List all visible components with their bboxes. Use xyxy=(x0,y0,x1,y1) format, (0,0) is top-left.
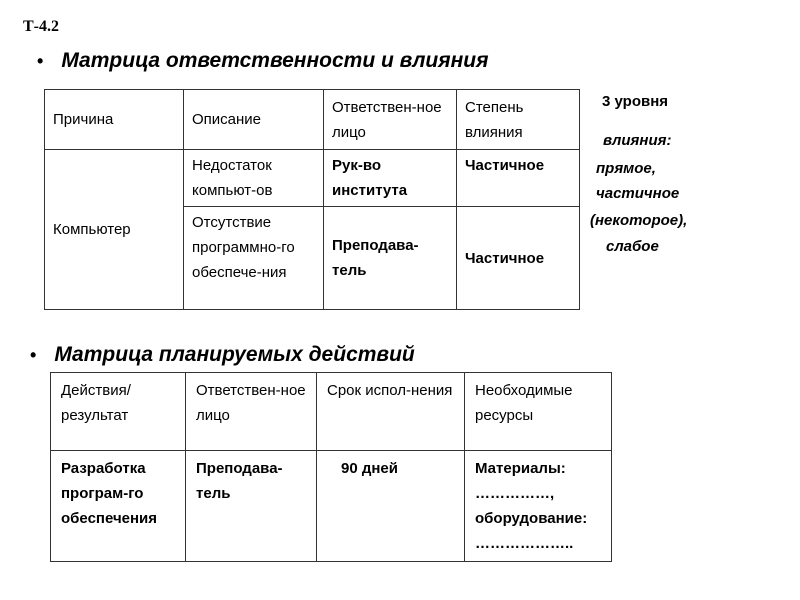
header-responsible: Ответствен-ное лицо xyxy=(324,90,457,150)
slide-code: Т-4.2 xyxy=(23,18,59,35)
note-weak: слабое xyxy=(606,238,659,255)
description-cell: Недостаток компьют-ов xyxy=(184,150,324,207)
note-direct: прямое, xyxy=(596,160,656,177)
note-some: (некоторое), xyxy=(590,212,688,229)
description-cell: Отсутствие программно-го обеспече-ния xyxy=(184,207,324,310)
table-header-row xyxy=(51,373,612,451)
resources-line: Материалы: xyxy=(475,460,566,477)
responsible-cell: Преподава-тель xyxy=(324,207,457,310)
heading-text: Матрица планируемых действий xyxy=(54,343,415,366)
resources-cell xyxy=(465,451,612,562)
header-responsible: Ответствен-ное лицо xyxy=(186,373,317,451)
resources-line: оборудование: xyxy=(475,510,588,527)
heading-planned-actions-matrix xyxy=(30,343,415,367)
influence-cell: Частичное xyxy=(457,207,580,310)
deadline-cell: 90 дней xyxy=(317,451,465,562)
note-partial: частичное xyxy=(596,185,680,202)
note-influence-label: влияния: xyxy=(603,132,672,149)
responsible-cell: Преподава-тель xyxy=(186,451,317,562)
heading-responsibility-matrix xyxy=(37,49,489,73)
bullet-icon: • xyxy=(37,51,44,71)
cause-cell: Компьютер xyxy=(45,150,184,310)
influence-cell: Частичное xyxy=(457,150,580,207)
header-influence: Степень влияния xyxy=(457,90,580,150)
planned-actions-table xyxy=(50,372,612,562)
responsibility-influence-table xyxy=(44,89,580,310)
table-row xyxy=(45,150,580,207)
table-row xyxy=(51,451,612,562)
responsible-cell: Рук-во института xyxy=(324,150,457,207)
bullet-icon: • xyxy=(30,345,37,365)
table-header-row xyxy=(45,90,580,150)
header-resources: Необходимые ресурсы xyxy=(465,373,612,451)
resources-line: ……………, xyxy=(475,485,555,502)
header-cause: Причина xyxy=(45,90,184,150)
action-cell: Разработка програм-го обеспечения xyxy=(51,451,186,562)
header-description: Описание xyxy=(184,90,324,150)
resources-line: ……………….. xyxy=(475,535,574,552)
header-action: Действия/ результат xyxy=(51,373,186,451)
note-levels: 3 уровня xyxy=(602,93,669,110)
heading-text: Матрица ответственности и влияния xyxy=(61,49,489,72)
header-deadline: Срок испол-нения xyxy=(317,373,465,451)
